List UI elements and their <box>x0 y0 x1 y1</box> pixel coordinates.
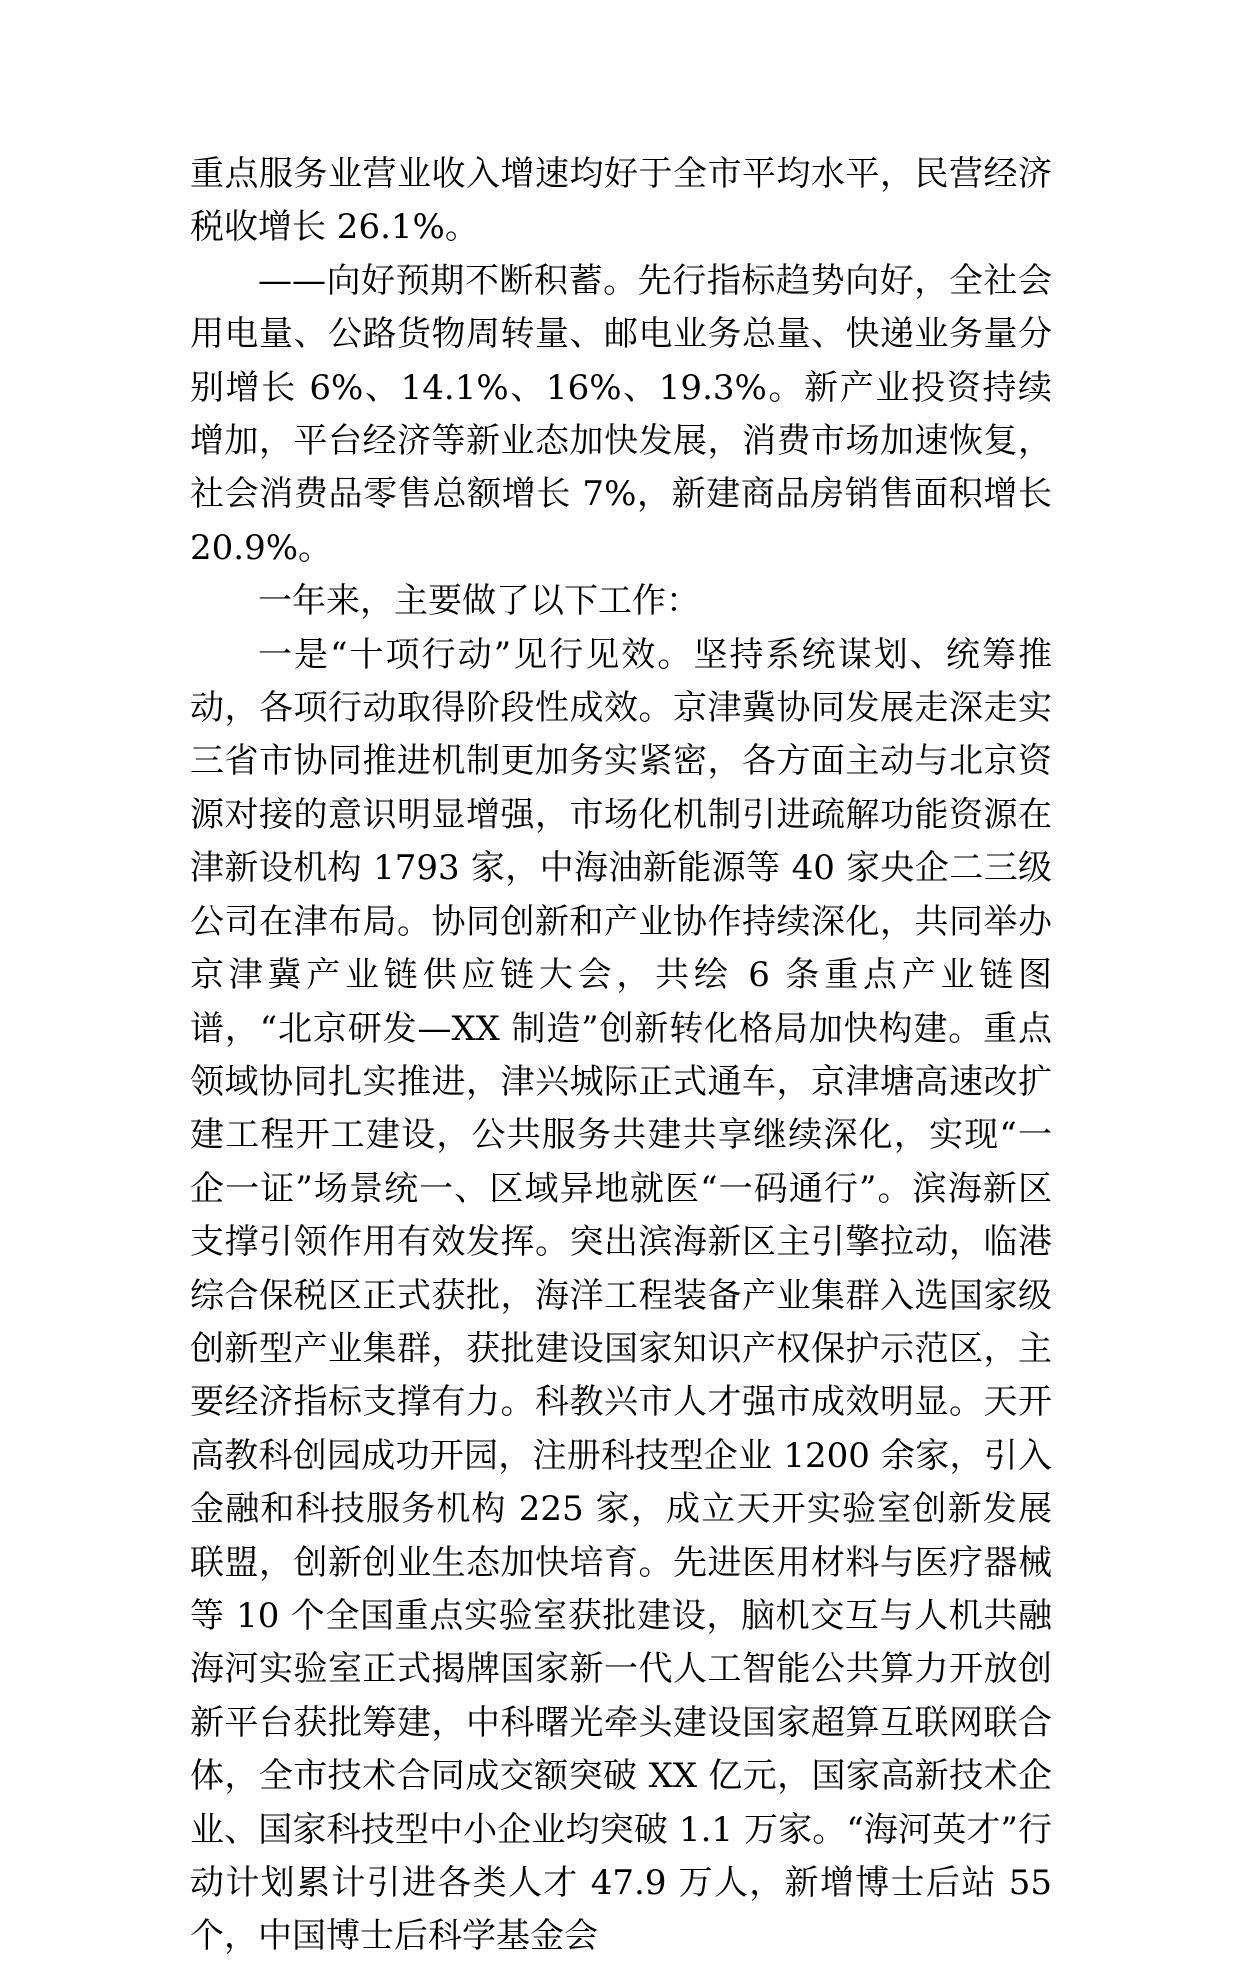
paragraph-positive-expectations: ——向好预期不断积蓄。先行指标趋势向好，全社会用电量、公路货物周转量、邮电业务总量、快递业务量分别增长 6%、14.1%、16%、19.3%。新产业投资持续增加，平台经济等新业态加快发展，消费市场加速恢复，社会消费品零售总额增长 7%，新建商品房销售面积增长 20.9%。 <box>190 260 1052 568</box>
paragraph-tax-growth: 重点服务业营业收入增速均好于全市平均水平，民营经济税收增长 26.1%。 <box>190 154 1052 248</box>
paragraph-work-intro: 一年来，主要做了以下工作： <box>258 581 700 622</box>
document-page <box>190 148 1052 1964</box>
paragraph-ten-actions: 一是“十项行动”见行见效。坚持系统谋划、统筹推动，各项行动取得阶段性成效。京津冀协同发展走深走实三省市协同推进机制更加务实紧密，各方面主动与北京资源对接的意识明显增强，市场化机制引进疏解功能资源在津新设机构 1793 家，中海油新能源等 40 家央企二三级公司在津布局。协同创新和产业协作持续深化，共同举办京津冀产业链供应链大会，共绘 6 条重点产业链图谱，“北京研发—XX 制造”创新转化格局加快构建。重点领域协同扎实推进，津兴城际正式通车，京津塘高速改扩建工程开工建设，公共服务共建共享继续深化，实现“一企一证”场景统一、区域异地就医“一码通行”。滨海新区支撑引领作用有效发挥。突出滨海新区主引擎拉动，临港综合保税区正式获批，海洋工程装备产业集群入选国家级创新型产业集群，获批建设国家知识产权保护示范区，主要经济指标支撑有力。科教兴市人才强市成效明显。天开高教科创园成功开园，注册科技型企业 1200 余家，引入金融和科技服务机构 225 家，成立天开实验室创新发展联盟，创新创业生态加快培育。先进医用材料与医疗器械等 10 个全国重点实验室获批建设，脑机交互与人机共融海河实验室正式揭牌国家新一代人工智能公共算力开放创新平台获批筹建，中科曙光牵头建设国家超算互联网联合体，全市技术合同成交额突破 XX 亿元，国家高新技术企业、国家科技型中小企业均突破 1.1 万家。“海河英才”行动计划累计引进各类人才 47.9 万人，新增博士后站 55 个，中国博士后科学基金会 <box>190 634 1052 1957</box>
